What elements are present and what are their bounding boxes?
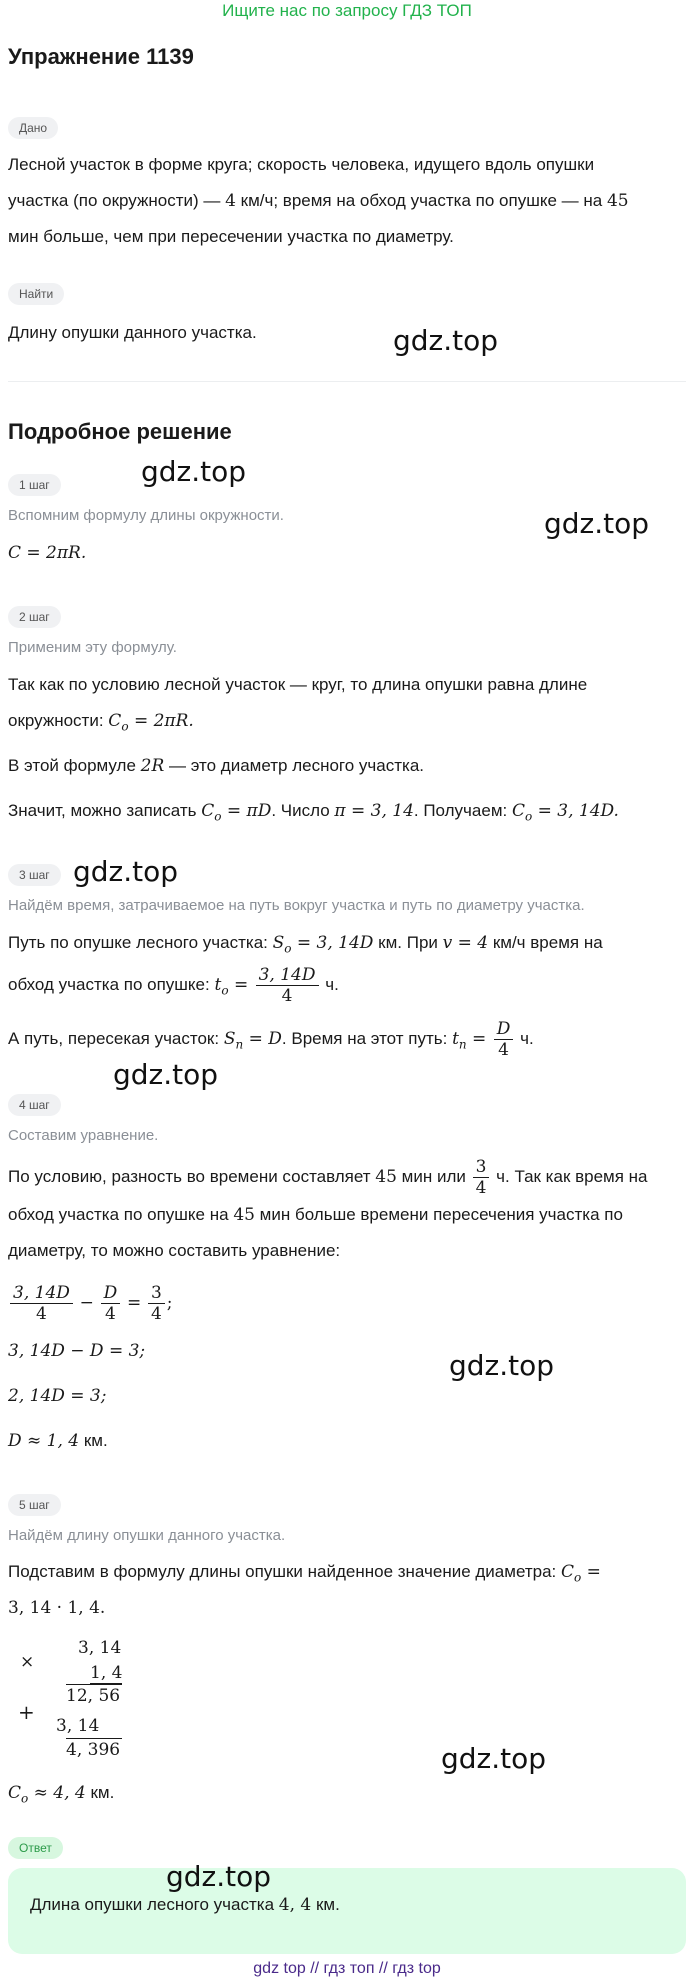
section-divider: [8, 381, 686, 382]
step-1-formula: C = 2πR.: [8, 543, 87, 563]
step-2-hint: Применим эту формулу.: [8, 639, 177, 656]
watermark: gdz.top: [544, 507, 650, 540]
step-1-badge: 1 шаг: [8, 474, 61, 496]
step-5-line-1: Подставим в формулу длины опушки найденное значение диаметра: $C_o$ =: [8, 1562, 601, 1585]
step-3-line-1: Путь по опушке лесного участка: $S_o = 3$, 14D км. При v = 4 км/ч время на: [8, 933, 603, 956]
step-4-line-3: диаметру, то можно составить уравнение:: [8, 1241, 341, 1260]
calc-row-1: 3, 14: [78, 1638, 122, 1658]
step-4-equation-1: $\frac{3, 14D}{4}$ − $\frac{D}{4}$ = $\frac{3}{4}$ ;: [8, 1278, 688, 1328]
watermark: gdz.top: [113, 1058, 219, 1091]
watermark: gdz.top: [449, 1349, 555, 1382]
step-5-line-2: 3, 14 · 1, 4.: [8, 1598, 106, 1618]
calc-row-4: 3, 14: [56, 1716, 100, 1736]
calc-row-2: 1, 4: [90, 1663, 123, 1683]
exercise-title: Упражнение 1139: [8, 44, 194, 69]
step-3-hint: Найдём время, затрачиваемое на путь вокруг участка и путь по диаметру участка.: [8, 897, 585, 914]
step-2-line-1: Так как по условию лесной участок — круг, то длина опушки равна длине: [8, 675, 588, 694]
step-5-badge: 5 шаг: [8, 1494, 61, 1516]
step-5-hint: Найдём длину опушки данного участка.: [8, 1527, 286, 1544]
calc-row-5: 4, 396: [66, 1740, 121, 1760]
calc-line-1: [66, 1684, 122, 1685]
watermark: gdz.top: [393, 324, 499, 357]
find-text: Длину опушки данного участка.: [8, 323, 257, 342]
search-hint-link[interactable]: Ищите нас по запросу ГДЗ ТОП: [222, 1, 472, 20]
answer-badge: Ответ: [8, 1837, 63, 1859]
given-line-3: мин больше, чем при пересечении участка по диаметру.: [8, 227, 454, 246]
step-2-badge: 2 шаг: [8, 606, 61, 628]
watermark: gdz.top: [73, 855, 179, 888]
footer-links[interactable]: gdz top // гдз топ // гдз top: [253, 1960, 441, 1977]
step-4-hint: Составим уравнение.: [8, 1127, 159, 1144]
step-4-equation-3: 2, 14D = 3;: [8, 1386, 107, 1406]
solution-heading: Подробное решение: [8, 419, 232, 444]
step-4-line-1: По условию, разность во времени составляет 45 мин или $\frac{3}{4}$ ч. Так как время на: [8, 1157, 648, 1199]
step-3-line-2: обход участка по опушке: $t_o$ = $\frac{3, 14D}{4}$ ч.: [8, 965, 339, 1007]
watermark: gdz.top: [141, 455, 247, 488]
calc-plus-sign: +: [18, 1700, 35, 1724]
answer-text: Длина опушки лесного участка 4, 4 км.: [30, 1895, 340, 1915]
given-badge: Дано: [8, 117, 58, 139]
step-2-line-3: В этой формуле 2R — это диаметр лесного участка.: [8, 756, 425, 776]
step-4-badge: 4 шаг: [8, 1094, 61, 1116]
watermark: gdz.top: [166, 1860, 272, 1893]
given-line-1: Лесной участок в форме круга; скорость человека, идущего вдоль опушки: [8, 155, 595, 174]
calc-times-sign: ×: [20, 1652, 35, 1672]
watermark: gdz.top: [441, 1742, 547, 1775]
find-badge: Найти: [8, 283, 64, 305]
step-4-equation-2: 3, 14D − D = 3;: [8, 1341, 146, 1361]
calc-row-3: 12, 56: [66, 1686, 121, 1706]
step-2-line-2: окружности: $C_o = 2\pi R$.: [8, 711, 194, 734]
given-line-2: участка (по окружности) — 4 км/ч; время на обход участка по опушке — на 45: [8, 191, 629, 211]
step-3-badge: 3 шаг: [8, 864, 61, 886]
step-1-hint: Вспомним формулу длины окружности.: [8, 507, 284, 524]
step-4-line-2: обход участка по опушке на 45 мин больше времени пересечения участка по: [8, 1205, 623, 1225]
step-2-line-4: Значит, можно записать $C_o = \pi D$. Число π = 3, 14. Получаем: $C_o = 3$, 14D.: [8, 801, 619, 824]
step-5-result: $C_o \approx 4$, 4 км.: [8, 1783, 115, 1806]
calc-line-2: [66, 1738, 122, 1739]
step-3-line-3: А путь, пересекая участок: $S_n = D$. Время на этот путь: $t_n$ = $\frac{D}{4}$ ч.: [8, 1019, 534, 1061]
step-4-equation-4: D ≈ 1, 4 км.: [8, 1431, 108, 1451]
